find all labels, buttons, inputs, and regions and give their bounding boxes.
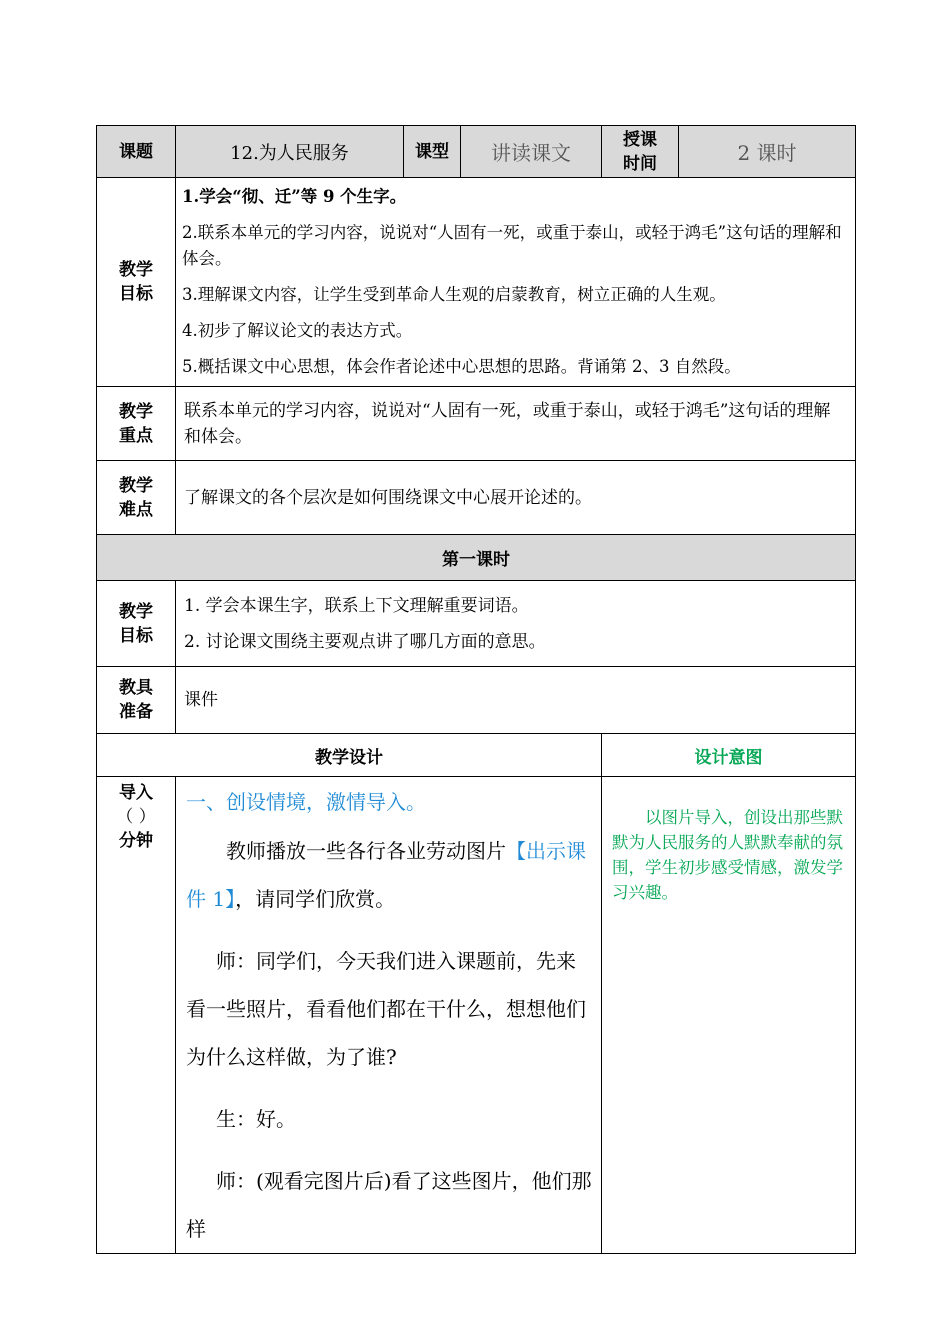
section-title: 一、创设情境，激情导入。 [186, 790, 426, 814]
key-points-label-line1: 教学 [119, 401, 153, 422]
difficulties-label [97, 461, 176, 535]
tools-value: 课件 [176, 667, 856, 734]
design-header-row [97, 734, 856, 777]
goal-item: 5.概括课文中心思想，体会作者论述中心思想的思路。背诵第 2、3 自然段。 [182, 357, 741, 376]
lesson-goal-item: 2. 讨论课文围绕主要观点讲了哪几方面的意思。 [184, 631, 546, 652]
para1-text: 教师播放一些各行各业劳动图片 [226, 839, 506, 863]
goals-label [97, 178, 176, 387]
lesson-plan-table [96, 125, 856, 1254]
tools-label-line2: 准备 [119, 702, 153, 722]
intro-label-line3: 分钟 [119, 831, 153, 851]
courseware-link: 【出示课件 1】 [186, 839, 586, 911]
intent-header: 设计意图 [602, 734, 856, 777]
difficulties-label-line1: 教学 [119, 475, 153, 496]
type-label: 课型 [404, 126, 461, 178]
intro-label-line2: （ ） [116, 807, 156, 827]
type-value: 讲读课文 [461, 126, 602, 178]
goals-list [176, 178, 856, 387]
design-paragraph: 师：同学们，今天我们进入课题前，先来看一些照片，看看他们都在干什么，想想他们为什么这样做，为了谁? [186, 949, 586, 1069]
intent-text: 以图片导入，创设出那些默默为人民服务的人默默奉献的氛围，学生初步感受情感，激发学习兴趣。 [612, 808, 843, 902]
difficulties-text: 了解课文的各个层次是如何围绕课文中心展开论述的。 [176, 461, 856, 535]
intro-label [97, 777, 176, 1254]
header-row [97, 126, 856, 178]
tools-label-line1: 教具 [119, 678, 153, 698]
goal-item: 2.联系本单元的学习内容，说说对“人固有一死，或重于泰山，或轻于鸿毛”这句话的理解和体会。 [182, 223, 842, 268]
tools-row [97, 667, 856, 734]
goals-label-line2: 目标 [119, 284, 153, 304]
lesson-goals-list [176, 581, 856, 667]
lesson-goals-label [97, 581, 176, 667]
time-label-line2: 时间 [623, 153, 657, 174]
design-header: 教学设计 [97, 734, 602, 777]
goal-item: 3.理解课文内容，让学生受到革命人生观的启蒙教育，树立正确的人生观。 [182, 285, 726, 304]
tools-label [97, 667, 176, 734]
first-lesson-row [97, 535, 856, 581]
lesson-goals-label-line2: 目标 [119, 625, 153, 646]
key-points-text: 联系本单元的学习内容，说说对“人固有一死，或重于泰山，或轻于鸿毛”这句话的理解和体会。 [176, 387, 856, 461]
difficulties-label-line2: 难点 [119, 499, 153, 520]
topic-label: 课题 [97, 126, 176, 178]
time-label [602, 126, 679, 178]
intro-label-line1: 导入 [119, 783, 153, 803]
time-label-line1: 授课 [623, 129, 657, 150]
para1-tail: ，请同学们欣赏。 [235, 887, 396, 911]
design-paragraph: 师：(观看完图片后)看了这些图片，他们那样 [186, 1169, 592, 1241]
lesson-goal-item: 1. 学会本课生字，联系上下文理解重要词语。 [184, 595, 529, 616]
key-points-label [97, 387, 176, 461]
goals-row [97, 178, 856, 387]
lesson-goals-row [97, 581, 856, 667]
design-content [176, 777, 602, 1254]
design-content-row [97, 777, 856, 1254]
time-value: 2 课时 [679, 126, 856, 178]
design-paragraph [186, 827, 593, 923]
intent-content [602, 777, 856, 1254]
key-points-row [97, 387, 856, 461]
goal-item: 1.学会“彻、迁”等 9 个生字。 [182, 187, 407, 206]
design-paragraph: 生：好。 [216, 1107, 296, 1131]
topic-value: 12.为人民服务 [176, 126, 404, 178]
key-points-label-line2: 重点 [119, 425, 153, 446]
lesson-goals-label-line1: 教学 [119, 601, 153, 622]
goal-item: 4.初步了解议论文的表达方式。 [182, 321, 413, 340]
difficulties-row [97, 461, 856, 535]
first-lesson-title: 第一课时 [97, 535, 856, 581]
goals-label-line1: 教学 [119, 260, 153, 280]
